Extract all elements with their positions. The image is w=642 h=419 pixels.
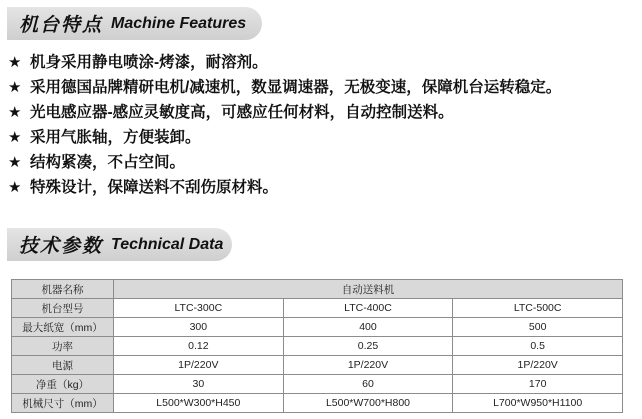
table-cell: 1P/220V — [453, 356, 623, 375]
table-cell: 1P/220V — [283, 356, 453, 375]
table-header-label: 机器名称 — [12, 280, 114, 299]
table-cell: LTC-300C — [114, 299, 284, 318]
table-row — [12, 299, 623, 318]
star-icon: ★ — [8, 104, 22, 121]
machine-features-heading-zh: 机台特点 — [19, 14, 104, 36]
star-icon: ★ — [8, 79, 22, 96]
table-row — [12, 394, 623, 413]
feature-text: 结构紧凑，不占空间。 — [30, 154, 186, 171]
feature-item — [8, 175, 561, 200]
table-cell: 0.12 — [114, 337, 284, 356]
table-cell: L500*W300*H450 — [114, 394, 284, 413]
row-label: 机台型号 — [12, 299, 114, 318]
features-list — [8, 50, 561, 200]
feature-item — [8, 125, 561, 150]
feature-item — [8, 150, 561, 175]
table-cell: 300 — [114, 318, 284, 337]
table-row — [12, 318, 623, 337]
feature-item — [8, 75, 561, 100]
technical-data-heading — [7, 228, 232, 261]
row-label: 机械尺寸（mm） — [12, 394, 114, 413]
table-cell: L700*W950*H1100 — [453, 394, 623, 413]
feature-item — [8, 50, 561, 75]
technical-data-heading-zh: 技术参数 — [19, 235, 104, 257]
table-header-row — [12, 280, 623, 299]
feature-text: 采用气胀轴，方便装卸。 — [30, 129, 201, 146]
technical-data-heading-en: Technical Data — [111, 235, 224, 253]
feature-text: 光电感应器-感应灵敏度高，可感应任何材料，自动控制送料。 — [30, 104, 454, 121]
table-cell: 500 — [453, 318, 623, 337]
table-row — [12, 375, 623, 394]
table-row — [12, 337, 623, 356]
star-icon: ★ — [8, 129, 22, 146]
table-cell: LTC-500C — [453, 299, 623, 318]
table-cell: LTC-400C — [283, 299, 453, 318]
star-icon: ★ — [8, 179, 22, 196]
feature-text: 机身采用静电喷涂-烤漆，耐溶剂。 — [30, 54, 268, 71]
table-cell: 0.5 — [453, 337, 623, 356]
star-icon: ★ — [8, 154, 22, 171]
star-icon: ★ — [8, 54, 22, 71]
row-label: 电源 — [12, 356, 114, 375]
row-label: 最大纸宽（mm） — [12, 318, 114, 337]
row-label: 净重（kg） — [12, 375, 114, 394]
table-cell: 30 — [114, 375, 284, 394]
machine-features-heading-en: Machine Features — [111, 14, 247, 32]
technical-data-table — [11, 279, 623, 413]
table-header-value: 自动送料机 — [114, 280, 623, 299]
table-cell: 170 — [453, 375, 623, 394]
feature-item — [8, 100, 561, 125]
table-cell: 0.25 — [283, 337, 453, 356]
table-cell: 60 — [283, 375, 453, 394]
table-cell: 400 — [283, 318, 453, 337]
machine-features-heading — [7, 7, 262, 40]
table-row — [12, 356, 623, 375]
feature-text: 采用德国品牌精研电机/减速机，数显调速器，无极变速，保障机台运转稳定。 — [30, 79, 562, 96]
feature-text: 特殊设计，保障送料不刮伤原材料。 — [30, 179, 279, 196]
table-cell: 1P/220V — [114, 356, 284, 375]
row-label: 功率 — [12, 337, 114, 356]
table-cell: L500*W700*H800 — [283, 394, 453, 413]
